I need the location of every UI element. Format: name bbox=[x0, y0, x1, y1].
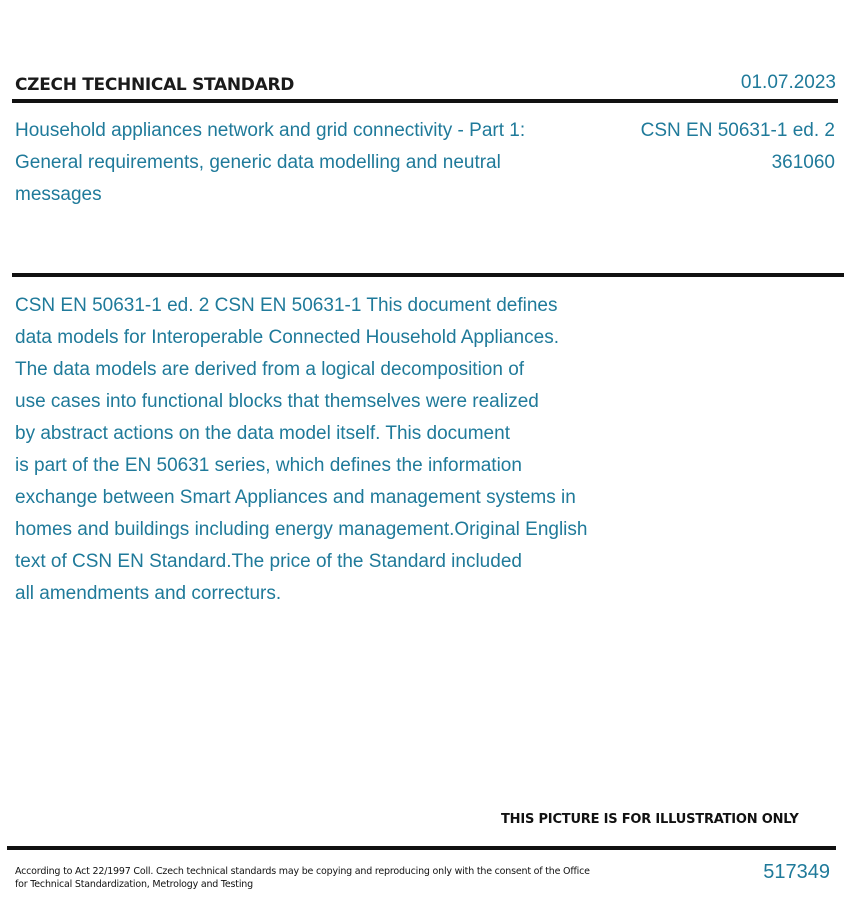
publication-date: 01.07.2023 bbox=[740, 72, 836, 93]
document-number: 517349 bbox=[763, 861, 830, 883]
illustration-note: THIS PICTURE IS FOR ILLUSTRATION ONLY bbox=[501, 812, 799, 827]
footer-divider bbox=[7, 846, 836, 850]
standard-title: Household appliances network and grid connectivity - Part 1: General requirements, generic data modelling and neutral messages bbox=[15, 120, 526, 205]
standard-code-block bbox=[641, 115, 835, 179]
title-divider bbox=[12, 273, 844, 277]
standard-class-number: 361060 bbox=[771, 152, 835, 173]
legal-notice: According to Act 22/1997 Coll. Czech technical standards may be copying and reproducing only with the consent of the Office for Technical Standardization, Metrology and Testing bbox=[15, 866, 590, 890]
document-type-label: CZECH TECHNICAL STANDARD bbox=[15, 75, 295, 95]
standard-description: CSN EN 50631-1 ed. 2 CSN EN 50631-1 This document defines data models for Interoperable Connected Household Appliances. The data models are derived from a logical decomposition of use cases into functional blocks that themselves were realized by abstract actions on the data model itself. This document is part of the EN 50631 series, which defines the information exchange between Smart Appliances and management systems in homes and buildings including energy management.Original English text of CSN EN Standard.The price of the Standard included all amendments and correcturs. bbox=[15, 295, 588, 604]
header-divider bbox=[12, 99, 838, 103]
standard-code: CSN EN 50631-1 ed. 2 bbox=[640, 120, 835, 141]
